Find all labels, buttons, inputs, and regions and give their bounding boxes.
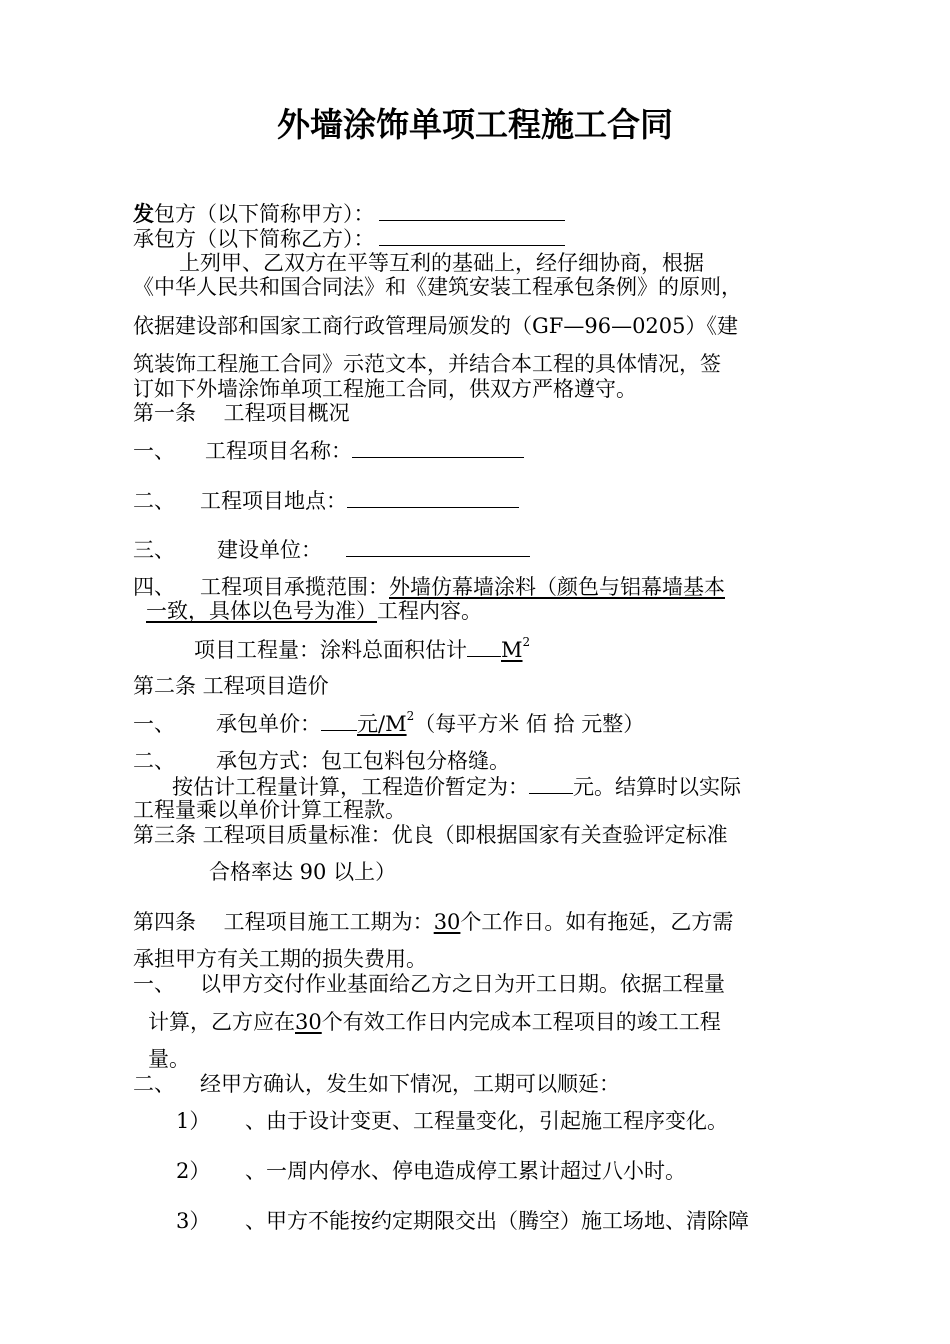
cost-estimate-line-1	[172, 773, 741, 800]
unit-price-unit: 元/M	[357, 712, 407, 736]
article-4-line-1	[133, 909, 733, 935]
unit-price-tail: （每平方米 佰 拾 元整）	[414, 712, 645, 736]
scope-text-1: 外墙仿幕墙涂料（颜色与铝幕墙基本	[389, 575, 725, 599]
extension-case-1	[176, 1108, 728, 1134]
completion-pre: 计算，乙方应在	[148, 1010, 295, 1034]
schedule-days: 30	[433, 910, 461, 934]
cost-estimate-blank[interactable]	[529, 773, 573, 794]
project-quantity	[194, 636, 530, 663]
scope-label: 工程项目承揽范围：	[200, 575, 389, 599]
cost-estimate-post: 元。结算时以实际	[573, 775, 741, 799]
article-1-item-4-cont	[146, 598, 482, 624]
extension-case-3	[176, 1208, 749, 1234]
case-number: 2）	[176, 1159, 211, 1183]
project-name-blank[interactable]	[352, 437, 524, 458]
preamble-line-4: 筑装饰工程施工合同》示范文本，并结合本工程的具体情况，签	[133, 352, 721, 376]
unit-price-blank[interactable]	[321, 710, 357, 731]
preamble-line-1: 上列甲、乙双方在平等互利的基础上，经仔细协商，根据	[179, 251, 704, 275]
schedule-pre: 第四条 工程项目施工工期为：	[133, 910, 434, 934]
article-1-item-3	[133, 536, 530, 563]
case-text: 、一周内停水、停电造成停工累计超过八小时。	[245, 1159, 686, 1183]
article-1-heading: 第一条 工程项目概况	[133, 401, 350, 425]
article-4-item-1-cont	[148, 1009, 721, 1035]
document-title: 外墙涂饰单项工程施工合同	[277, 105, 673, 144]
quantity-unit: M	[501, 638, 523, 662]
article-4-item-1	[133, 971, 725, 997]
item-number: 一、	[133, 712, 175, 736]
item-number: 二、	[133, 749, 175, 773]
start-date-text: 以甲方交付作业基面给乙方之日为开工日期。依据工程量	[200, 972, 725, 996]
preamble-line-2: 《中华人民共和国合同法》和《建筑安装工程承包条例》的原则，	[133, 275, 742, 299]
extension-case-2	[176, 1158, 686, 1184]
item-number: 三、	[133, 538, 175, 562]
article-4-line-2: 承担甲方有关工期的损失费用。	[133, 947, 427, 971]
developer-label: 建设单位：	[217, 538, 322, 562]
unit-price-exp: 2	[406, 709, 415, 723]
cost-estimate-line-2: 工程量乘以单价计算工程款。	[133, 798, 406, 822]
article-1-item-1	[133, 437, 524, 464]
scope-tail: 工程内容。	[377, 599, 482, 623]
article-1-item-4	[133, 574, 725, 600]
extension-text: 经甲方确认，发生如下情况，工期可以顺延：	[200, 1072, 620, 1096]
article-2-heading: 第二条 工程项目造价	[133, 674, 329, 698]
party-a-blank[interactable]	[379, 200, 565, 221]
article-4-item-2	[133, 1071, 620, 1097]
schedule-post: 个工作日。如有拖延，乙方需	[460, 910, 734, 934]
unit-price-label: 承包单价：	[216, 712, 321, 736]
item-number: 二、	[133, 489, 175, 513]
party-a-label: 包方（以下简称甲方）：	[154, 202, 375, 226]
article-4-item-1-end: 量。	[148, 1047, 190, 1071]
quantity-blank[interactable]	[467, 636, 501, 657]
party-b-blank[interactable]	[379, 225, 565, 246]
completion-post: 个有效工作日内完成本工程项目的竣工工程	[321, 1010, 721, 1034]
item-number: 二、	[133, 1072, 175, 1096]
article-3-line-2: 合格率达 90 以上）	[209, 860, 397, 884]
item-number: 一、	[133, 439, 175, 463]
article-3-line-1: 第三条 工程项目质量标准：优良（即根据国家有关查验评定标准	[133, 823, 728, 847]
article-1-item-2	[133, 487, 519, 514]
contract-mode: 承包方式：包工包料包分格缝。	[216, 749, 510, 773]
cost-estimate-pre: 按估计工程量计算，工程造价暂定为：	[172, 775, 529, 799]
case-number: 3）	[176, 1209, 211, 1233]
article-2-item-1	[133, 710, 644, 737]
item-number: 四、	[133, 575, 175, 599]
scope-text-2: 一致，具体以色号为准）	[146, 599, 377, 623]
quantity-label: 项目工程量：涂料总面积估计	[194, 638, 467, 662]
case-text: 、由于设计变更、工程量变化，引起施工程序变化。	[245, 1109, 728, 1133]
quantity-unit-exp: 2	[522, 635, 531, 649]
project-name-label: 工程项目名称：	[205, 439, 352, 463]
project-location-blank[interactable]	[347, 487, 519, 508]
preamble-line-3: 依据建设部和国家工商行政管理局颁发的（GF—96—0205）《建	[133, 314, 739, 338]
case-number: 1）	[176, 1109, 211, 1133]
preamble-line-5: 订如下外墙涂饰单项工程施工合同，供双方严格遵守。	[133, 377, 637, 401]
item-number: 一、	[133, 972, 175, 996]
party-a-line	[133, 200, 565, 227]
case-text: 、甲方不能按约定期限交出（腾空）施工场地、清除障	[245, 1209, 749, 1233]
party-a-first-char: 发	[133, 201, 154, 226]
party-b-label: 承包方（以下简称乙方）：	[133, 227, 375, 251]
project-location-label: 工程项目地点：	[200, 489, 347, 513]
article-2-item-2	[133, 748, 510, 774]
developer-blank[interactable]	[346, 536, 530, 557]
party-b-line	[133, 225, 565, 252]
completion-days: 30	[295, 1010, 322, 1034]
